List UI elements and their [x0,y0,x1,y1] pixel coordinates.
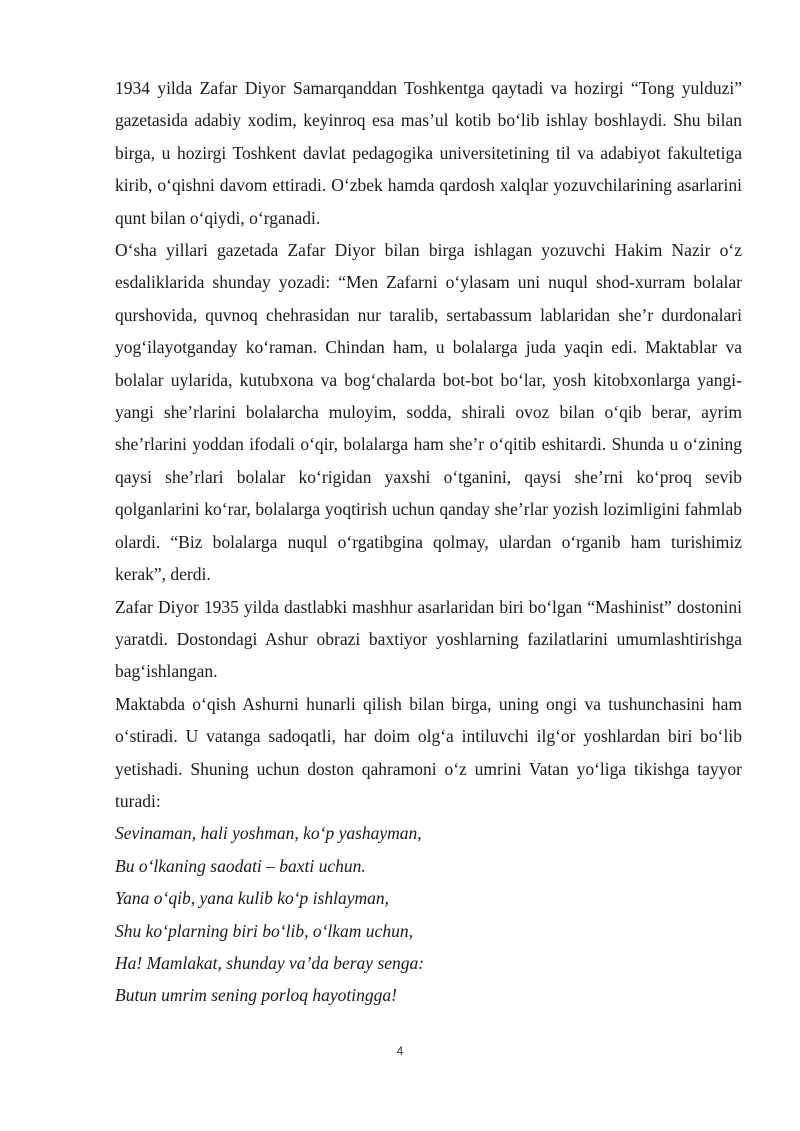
poem-line: Sevinaman, hali yoshman, ko‘p yashayman, [115,823,422,844]
poem-line: Yana o‘qib, yana kulib ko‘p ishlayman, [115,888,389,909]
paragraph: Maktabda o‘qish Ashurni hunarli qilish bilan birga, uning ongi va tushunchasini ham o‘stiradi. U vatanga sadoqatli, har doim olg‘a intiluvchi ilg‘or yoshlardan biri bo‘lib yetishadi. Shuning uchun doston qahramoni o‘z umrini Vatan yo‘liga tikishga tayyor turadi: [115,693,742,811]
paragraph: O‘sha yillari gazetada Zafar Diyor bilan birga ishlagan yozuvchi Hakim Nazir o‘z esdaliklarida shunday yozadi: “Men Zafarni o‘ylasam uni nuqul shod-xurram bolalar qurshovida, quvnoq chehrasidan nur taralib, sertabassum lablaridan she’r durdonalari yog‘ilayotganday ko‘raman. Chindan ham, u bolalarga juda yaqin edi. Maktablar va bolalar uylarida, kutubxona va bog‘chalarda bot-bot bo‘lar, yosh kitobxonlarga yangi-yangi she’rlarini bolalarcha muloyim, sodda, shirali ovoz bilan o‘qib berar, ayrim she’rlarini yoddan ifodali o‘qir, bolalarga ham she’r o‘qitib eshitardi. Shunda u o‘zining qaysi she’rlari bolalar ko‘rigidan yaxshi o‘tganini, qaysi she’rni ko‘proq sevib qolganlarini ko‘rar, bolalarga yoqtirish uchun qanday she’rlar yozish lozimligini fahmlab olardi. “Biz bolalarga nuqul o‘rgatibgina qolmay, ulardan o‘rganib ham turishimiz kerak”, derdi. [115,240,742,585]
poem-excerpt [115,817,742,1011]
paragraph: Zafar Diyor 1935 yilda dastlabki mashhur asarlaridan biri bo‘lgan “Mashinist” dostonini yaratdi. Dostondagi Ashur obrazi baxtiyor yoshlarning fazilatlarini umumlashtirishga bag‘ishlangan. [115,596,742,682]
paragraph: 1934 yilda Zafar Diyor Samarqanddan Toshkentga qaytadi va hozirgi “Tong yulduzi” gazetasida adabiy xodim, keyinroq esa mas’ul kotib bo‘lib ishlay boshlaydi. Shu bilan birga, u hozirgi Toshkent davlat pedagogika universitetining til va adabiyot fakultetiga kirib, o‘qishni davom ettiradi. O‘zbek hamda qardosh xalqlar yozuvchilarining asarlarini qunt bilan o‘qiydi, o‘rganadi. [115,78,742,228]
poem-line: Bu o‘lkaning saodati – baxti uchun. [115,855,366,876]
page-number: 4 [396,1044,404,1058]
poem-line: Ha! Mamlakat, shunday va’da beray senga: [115,952,425,973]
poem-line: Shu ko‘plarning biri bo‘lib, o‘lkam uchun, [115,920,413,941]
page-body [115,72,742,1012]
poem-line: Butun umrim sening porloq hayotingga! [115,985,397,1006]
